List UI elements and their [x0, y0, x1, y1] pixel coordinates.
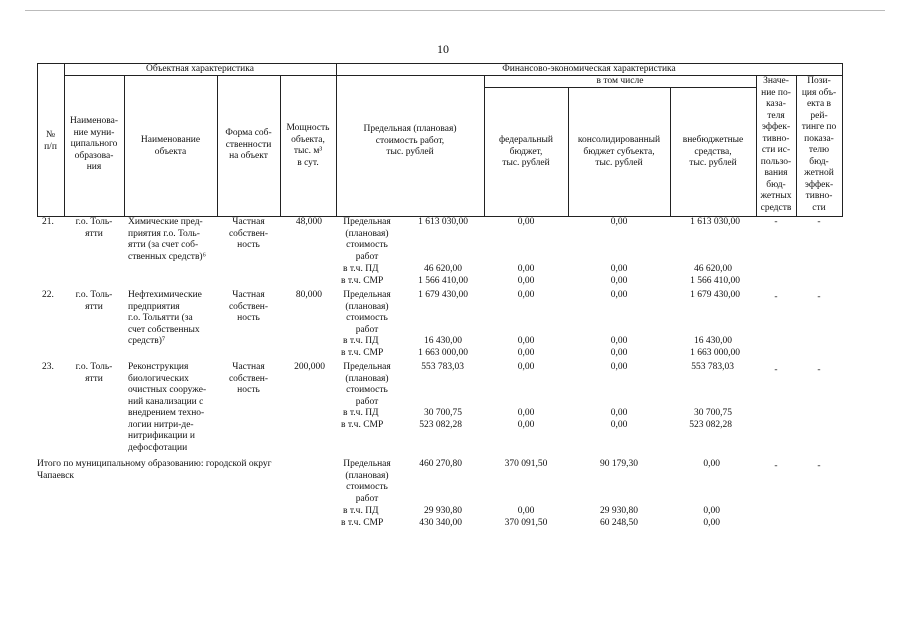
header-col-federal: федеральный бюджет, тыс. рублей	[499, 135, 553, 168]
row-21-smr-federal: 0,00	[517, 276, 535, 286]
total-pd-consolidated: 29 930,80	[600, 506, 638, 516]
row-21-consolidated-total: 0,00	[610, 217, 628, 227]
total-cost-total: 460 270,80	[419, 459, 462, 469]
row-22-consolidated-total: 0,00	[610, 290, 628, 300]
row-21-pd-cost: 46 620,00	[424, 264, 462, 274]
total-efficiency: -	[774, 461, 778, 471]
row-23-ownership: Частная собствен- ность	[228, 362, 269, 395]
header-col-object-name: Наименование объекта	[140, 135, 201, 157]
row-21-ownership: Частная собствен- ность	[228, 217, 269, 250]
row-21-pd-label: в т.ч. ПД	[343, 264, 379, 274]
header-financial-characteristic: Финансово-экономическая характеристика	[502, 64, 676, 74]
total-label: Итого по муниципальному образованию: городской округ Чапаевск	[37, 459, 272, 481]
total-cost-label: Предельная (плановая) стоимость работ	[343, 459, 391, 504]
row-22-object: Нефтехимические предприятия г.о. Тольятти (за счет собственных средств)⁷	[128, 290, 202, 346]
row-21-municipality: г.о. Толь- ятти	[75, 217, 113, 239]
row-23-smr-federal: 0,00	[517, 420, 535, 430]
row-23-extra-total: 553 783,03	[691, 362, 734, 372]
header-col-limit-cost: Предельная (плановая) стоимость работ, тыс. рублей	[363, 124, 457, 157]
row-23-pd-cost: 30 700,75	[424, 408, 462, 418]
row-22-pd-label: в т.ч. ПД	[343, 336, 379, 346]
header-col-capacity: Мощность объекта, тыс. м³ в сут.	[286, 123, 330, 168]
row-21-pd-extra: 46 620,00	[694, 264, 732, 274]
row-22-pd-federal: 0,00	[517, 336, 535, 346]
row-22-efficiency: -	[774, 292, 778, 302]
row-23-smr-label: в т.ч. СМР	[341, 420, 384, 430]
total-consolidated-total: 90 179,30	[600, 459, 638, 469]
row-21-extra-total: 1 613 030,00	[690, 217, 740, 227]
total-smr-consolidated: 60 248,50	[600, 518, 638, 528]
header-col-municipality: Наименова- ние муни- ципального образова- ния	[70, 116, 118, 172]
row-23-cost-label: Предельная (плановая) стоимость работ	[343, 362, 391, 407]
total-pd-extra: 0,00	[703, 506, 720, 516]
row-23-federal-total: 0,00	[517, 362, 535, 372]
page-number: 10	[437, 42, 449, 56]
row-22-pd-cost: 16 430,00	[424, 336, 462, 346]
row-21-capacity: 48,000	[295, 217, 322, 227]
total-rating: -	[817, 461, 821, 471]
row-21-smr-label: в т.ч. СМР	[341, 276, 384, 286]
row-21-smr-cost: 1 566 410,00	[418, 276, 468, 286]
header-col-rating: Пози- ция объ- екта в рей- тинге по показа- телю бюд- жетной эффек- тивно- сти	[801, 76, 837, 213]
row-22-num: 22.	[42, 290, 54, 300]
row-22-federal-total: 0,00	[517, 290, 535, 300]
row-21-pd-federal: 0,00	[517, 264, 535, 274]
row-23-smr-consolidated: 0,00	[610, 420, 628, 430]
row-22-smr-cost: 1 663 000,00	[418, 348, 468, 358]
total-smr-extra: 0,00	[703, 518, 720, 528]
row-21-cost-label: Предельная (плановая) стоимость работ	[343, 217, 391, 262]
row-23-pd-extra: 30 700,75	[694, 408, 732, 418]
row-21-smr-consolidated: 0,00	[610, 276, 628, 286]
total-pd-label: в т.ч. ПД	[343, 506, 379, 516]
row-22-extra-total: 1 679 430,00	[690, 290, 740, 300]
total-federal-total: 370 091,50	[504, 459, 548, 469]
row-22-rating: -	[817, 292, 821, 302]
row-23-object: Реконструкция биологических очистных сооруже- ний канализации с внедрением техно- логии нитри-де- нитрификации и дефосфотации	[128, 362, 207, 453]
header-col-consolidated: консолидированный бюджет субъекта, тыс. рублей	[577, 135, 661, 168]
row-22-smr-consolidated: 0,00	[610, 348, 628, 358]
row-23-cost-total: 553 783,03	[421, 362, 464, 372]
header-object-characteristic: Объектная характеристика	[146, 64, 254, 74]
row-22-cost-label: Предельная (плановая) стоимость работ	[343, 290, 391, 335]
total-smr-federal: 370 091,50	[504, 518, 548, 528]
row-21-pd-consolidated: 0,00	[610, 264, 628, 274]
row-23-rating: -	[817, 365, 821, 375]
total-smr-label: в т.ч. СМР	[341, 518, 384, 528]
row-23-municipality: г.о. Толь- ятти	[75, 362, 113, 384]
header-col-efficiency: Значе- ние по- каза- теля эффек- тивно- сти ис- пользо- вания бюд- жетных средств	[760, 76, 792, 213]
total-extra-total: 0,00	[703, 459, 720, 469]
row-23-num: 23.	[42, 362, 54, 372]
row-21-num: 21.	[42, 217, 54, 227]
row-23-pd-consolidated: 0,00	[610, 408, 628, 418]
total-pd-cost: 29 930,80	[424, 506, 462, 516]
row-22-smr-label: в т.ч. СМР	[341, 348, 384, 358]
row-22-pd-consolidated: 0,00	[610, 336, 628, 346]
row-22-capacity: 80,000	[295, 290, 322, 300]
row-22-ownership: Частная собствен- ность	[228, 290, 269, 323]
row-21-efficiency: -	[774, 217, 778, 227]
scan-top-rule	[25, 10, 885, 11]
header-col-extrabudget: внебюджетные средства, тыс. рублей	[682, 135, 744, 168]
row-21-federal-total: 0,00	[517, 217, 535, 227]
row-21-rating: -	[817, 217, 821, 227]
row-23-consolidated-total: 0,00	[610, 362, 628, 372]
row-22-pd-extra: 16 430,00	[694, 336, 732, 346]
row-21-smr-extra: 1 566 410,00	[690, 276, 740, 286]
row-23-efficiency: -	[774, 365, 778, 375]
row-23-capacity: 200,000	[294, 362, 325, 372]
row-21-object: Химические пред- приятия г.о. Толь- ятти (за счет соб- ственных средств)⁶	[128, 217, 206, 262]
row-22-smr-federal: 0,00	[517, 348, 535, 358]
row-23-pd-federal: 0,00	[517, 408, 535, 418]
row-23-pd-label: в т.ч. ПД	[343, 408, 379, 418]
row-23-smr-cost: 523 082,28	[419, 420, 462, 430]
row-22-cost-total: 1 679 430,00	[418, 290, 468, 300]
row-21-cost-total: 1 613 030,00	[418, 217, 468, 227]
header-col-num: № п/п	[44, 130, 57, 152]
vline-11	[842, 63, 843, 217]
row-22-smr-extra: 1 663 000,00	[690, 348, 740, 358]
row-22-municipality: г.о. Толь- ятти	[75, 290, 113, 312]
total-pd-federal: 0,00	[517, 506, 535, 516]
row-23-smr-extra: 523 082,28	[689, 420, 732, 430]
total-smr-cost: 430 340,00	[419, 518, 462, 528]
header-col-ownership: Форма соб- ственности на объект	[225, 128, 272, 161]
header-including: в том числе	[596, 76, 644, 86]
